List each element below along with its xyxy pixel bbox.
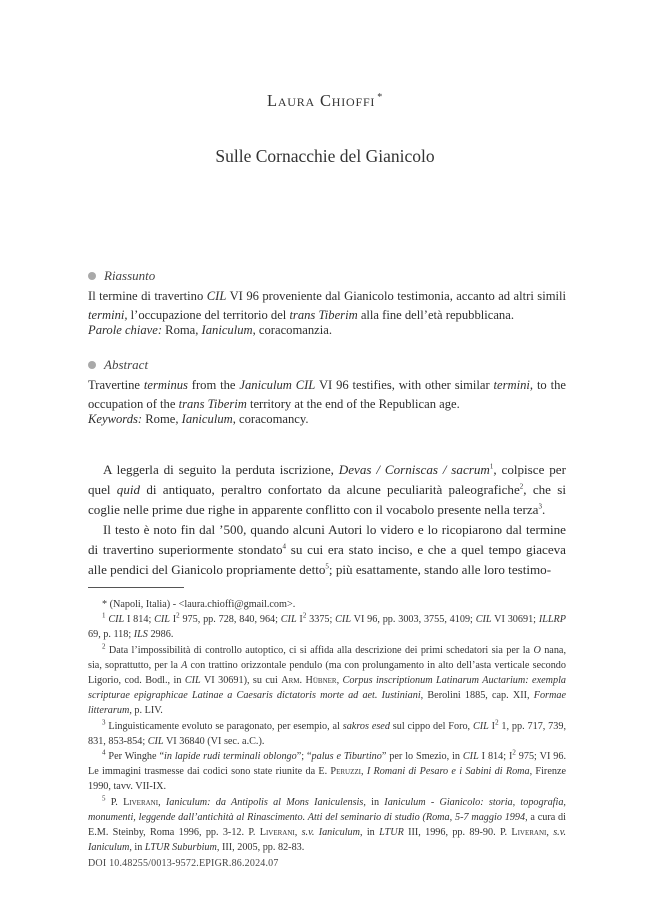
footnote-ref: 4 [282, 542, 287, 551]
author-footnote-mark: * [377, 91, 384, 103]
footnote-ref: 5 [325, 562, 329, 571]
body-paragraph: A leggerla di seguito la perduta iscrizione, Devas / Corniscas / sacrum$^1$, colpisce per quel quid di antiquato, peraltro confortato da alcune peculiarità paleografiche$^2$, che si coglie nelle prime due righe in apparente conflitto con il vocabolo presente nella terza$^3$. [88, 462, 566, 517]
footnote-ref: 1 [489, 462, 494, 471]
footnote-1: $^1$ CIL I 814; CIL $I^2$ 975, pp. 728, 840, 964; CIL $I^2$ 3375; CIL VI 96, pp. 3003, 3755, 4109; CIL VI 30691; ILLRP 69, p. 118; ILS 2986. [88, 611, 566, 641]
riassunto-text: Il termine di travertino CIL VI 96 proveniente dal Gianicolo testimonia, accanto ad altri simili termini, l’occupazione del territorio del trans Tiberim alla fine dell’età repubblicana. [88, 289, 566, 323]
footnote-2: $^2$ Data l’impossibilità di controllo autoptico, ci si affida alla descrizione dei primi schedatori sia per la O nana, sia, soprattutto, per la A con trattino orizzontale pendulo (ma con prolungamento in alto dell’asta verticale secondo Ligorio, cod. Bodl., in CIL VI 30691), su cui Arm. Hübner, Corpus inscriptionum Latinarum Auctarium: exempla scripturae epigraphicae Latinae a Caesaris dictatoris morte ad aet. Iustiniani, Berolini 1885, cap. XII, Formae litterarum, p. LIV. [88, 642, 566, 717]
body-text [88, 460, 566, 579]
author-name: Laura Chioffi * [266, 91, 384, 110]
bullet-icon [88, 272, 96, 280]
doi-footer: DOI 10.48255/0013-9572.EPIGR.86.2024.07 [88, 858, 279, 869]
article-title: Sulle Cornacchie del Gianicolo [215, 146, 435, 166]
footnote-5: $^5$ P. Liverani, Ianiculum: da Antipolis al Mons Ianiculensis, in Ianiculum - Gianicolo: storia, topografia, monumenti, leggende dall’antichità al Rinascimento. Atti del seminario di studio (Roma, 5-7 maggio 1994, a cura di E.M. Steinby, Roma 1996, pp. 3-12. P. Liverani, s.v. Ianiculum, in LTUR III, 1996, pp. 89-90. P. Liverani, s.v. Ianiculum, in LTUR Suburbium, III, 2005, pp. 82-83. [88, 794, 567, 854]
footnote-separator [88, 587, 184, 588]
riassunto-keywords: Parole chiave: Roma, Ianiculum, coracomanzia. [88, 323, 332, 337]
body-paragraph: Il testo è noto fin dal ’500, quando alcuni Autori lo videro e lo ricopiarono dal termine di travertino superiormente stondato$^4$ su cui era stato inciso, e che a quel tempo giaceva alle pendici del Gianicolo propriamente detto$^5$; più esattamente, stando alle loro testimo- [88, 521, 566, 577]
footnote-ref: 2 [519, 482, 524, 491]
footnote-3: $^3$ Linguisticamente evoluto se paragonato, per esempio, al sakros esed sul cippo del Foro, CIL $I^2$ 1, pp. 717, 739, 831, 853-854; CIL VI 36840 (VI sec. a.C.). [88, 718, 567, 747]
footnotes [88, 597, 566, 855]
bullet-icon [88, 361, 96, 369]
footnote-ref: 3 [538, 502, 542, 511]
abstract-heading: Abstract [88, 357, 148, 373]
riassunto-heading: Riassunto [88, 268, 155, 284]
abstract-text: Travertine terminus from the Janiculum CIL VI 96 testifies, with other similar termini, to the occupation of the trans Tiberim territory at the end of the Republican age. [88, 378, 566, 412]
footnote-4: $^4$ Per Winghe “in lapide rudi terminali oblongo”; “palus e Tiburtino” per lo Smezio, in CIL I 814; $I^2$ 975; VI 96. Le immagini trasmesse dai codici sono state riunite da E. Peruzzi, I Romani di Pesaro e i Sabini di Roma, Firenze 1990, tavv. VII-IX. [88, 748, 566, 793]
footnote-author: * (Napoli, Italia) - <laura.chioffi@gmail.com>. [102, 599, 296, 610]
abstract-keywords: Keywords: Rome, Ianiculum, coracomancy. [88, 412, 309, 426]
